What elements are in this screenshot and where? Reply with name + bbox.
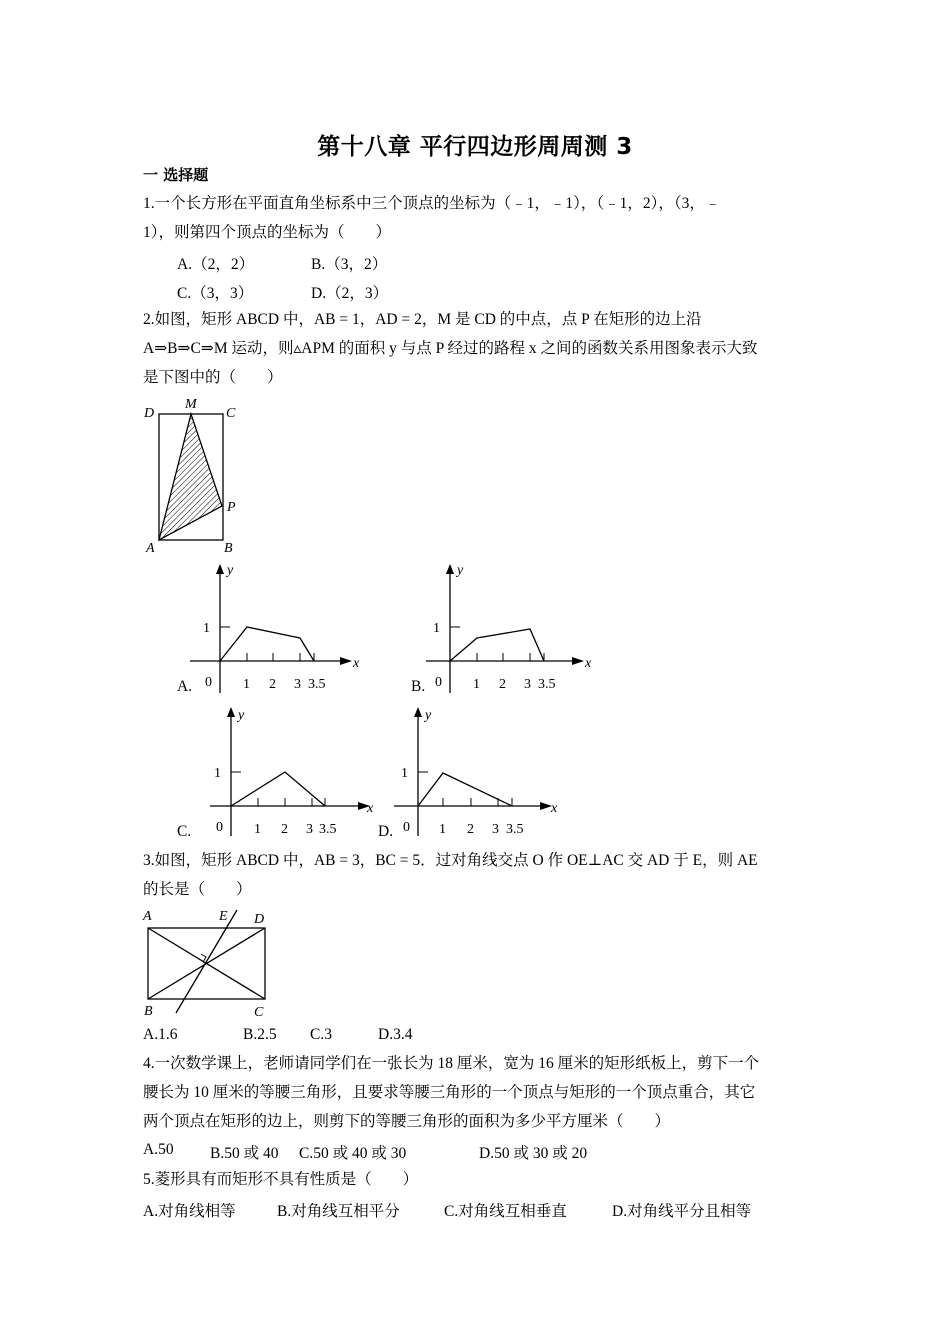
option-c: C.（3，3） xyxy=(177,285,254,302)
question-text-line: 3.如图，矩形 ABCD 中，AB = 3，BC = 5．过对角线交点 O 作 OE⊥AC 交 AD 于 E，则 AE xyxy=(143,852,758,869)
label-e: E xyxy=(219,909,228,924)
y-tick-label: 1 xyxy=(401,766,408,781)
option-c: C.对角线互相垂直 xyxy=(444,1203,567,1220)
x-tick-label: 3.5 xyxy=(538,677,556,692)
x-tick-label: 1 xyxy=(254,822,261,837)
section-heading: 一 选择题 xyxy=(143,166,209,184)
question-text-line: 腰长为 10 厘米的等腰三角形，且要求等腰三角形的一个顶点与矩形的一个顶点重合，其它 xyxy=(143,1084,756,1101)
label-c: C xyxy=(226,406,236,421)
x-tick-label: 3 xyxy=(294,677,301,692)
option-b: B.50 或 40 xyxy=(210,1145,279,1162)
x-tick-label: 1 xyxy=(439,822,446,837)
x-tick-label: 3.5 xyxy=(506,822,524,837)
rectangle-diagonals-figure xyxy=(140,903,280,1023)
x-tick-label: 3 xyxy=(492,822,499,837)
option-a-label: A. xyxy=(177,678,193,695)
x-tick-label: 2 xyxy=(499,677,506,692)
x-tick-label: 1 xyxy=(243,677,250,692)
label-b: B xyxy=(144,1004,153,1019)
graph-option-d xyxy=(388,703,568,838)
label-p: P xyxy=(227,500,236,515)
x-tick-label: 3.5 xyxy=(308,677,326,692)
x-tick-label: 2 xyxy=(281,822,288,837)
x-tick-label: 3 xyxy=(306,822,313,837)
y-axis-label: y xyxy=(227,563,234,578)
option-c-label: C. xyxy=(177,823,192,840)
label-a: A xyxy=(143,909,152,924)
rectangle-apm-figure xyxy=(140,390,250,555)
question-text-line: 的长是（ ） xyxy=(143,881,252,898)
question-text-line: A⇒B⇒C⇒M 运动，则▵APM 的面积 y 与点 P 经过的路程 x 之间的函数关系用图象表示大致 xyxy=(143,340,758,357)
question-text-line: 5.菱形具有而矩形不具有性质是（ ） xyxy=(143,1171,419,1188)
label-c: C xyxy=(254,1005,264,1020)
x-tick-label: 2 xyxy=(269,677,276,692)
option-b-label: B. xyxy=(411,678,426,695)
label-m: M xyxy=(185,397,197,412)
y-axis-label: y xyxy=(238,708,245,723)
graph-option-b xyxy=(420,560,595,695)
option-a: A.对角线相等 xyxy=(143,1203,236,1220)
question-text-line: 是下图中的（ ） xyxy=(143,369,283,386)
option-a: A.（2，2） xyxy=(177,256,255,273)
question-text-line: 1），则第四个顶点的坐标为（ ） xyxy=(143,224,392,241)
option-b: B.对角线互相平分 xyxy=(277,1203,400,1220)
origin-label: 0 xyxy=(216,820,223,835)
origin-label: 0 xyxy=(205,675,212,690)
graph-option-a xyxy=(190,560,365,695)
option-d: D.50 或 30 或 20 xyxy=(479,1145,588,1162)
page-title: 第十八章 平行四边形周周测 3 xyxy=(317,134,633,160)
origin-label: 0 xyxy=(435,675,442,690)
x-axis-label: x xyxy=(367,801,374,816)
option-b: B.（3，2） xyxy=(311,256,388,273)
x-tick-label: 1 xyxy=(473,677,480,692)
option-d: D.3.4 xyxy=(378,1026,413,1043)
y-tick-label: 1 xyxy=(433,621,440,636)
x-axis-label: x xyxy=(551,801,558,816)
question-text-line: 1.一个长方形在平面直角坐标系中三个顶点的坐标为（﹣1，﹣1），（﹣1，2），（3，﹣ xyxy=(143,195,721,212)
option-a: A.50 xyxy=(143,1141,174,1158)
option-b: B.2.5 xyxy=(243,1026,277,1043)
question-text-line: 2.如图，矩形 ABCD 中，AB = 1，AD = 2，M 是 CD 的中点，点 P 在矩形的边上沿 xyxy=(143,311,702,328)
label-b: B xyxy=(224,541,233,555)
y-axis-label: y xyxy=(457,563,464,578)
option-d-label: D. xyxy=(378,823,394,840)
option-c: C.50 或 40 或 30 xyxy=(299,1145,407,1162)
origin-label: 0 xyxy=(403,820,410,835)
y-tick-label: 1 xyxy=(203,621,210,636)
option-d: D.对角线平分且相等 xyxy=(612,1203,752,1220)
x-tick-label: 3.5 xyxy=(319,822,337,837)
question-text-line: 两个顶点在矩形的边上，则剪下的等腰三角形的面积为多少平方厘米（ ） xyxy=(143,1113,671,1130)
x-axis-label: x xyxy=(353,656,360,671)
x-axis-label: x xyxy=(585,656,592,671)
x-tick-label: 2 xyxy=(467,822,474,837)
y-tick-label: 1 xyxy=(214,766,221,781)
y-axis-label: y xyxy=(425,708,432,723)
label-d: D xyxy=(144,406,155,421)
label-d: D xyxy=(254,912,265,927)
label-a: A xyxy=(146,541,155,555)
option-d: D.（2，3） xyxy=(311,285,389,302)
graph-option-c xyxy=(200,703,380,838)
option-a: A.1.6 xyxy=(143,1026,178,1043)
question-text-line: 4.一次数学课上，老师请同学们在一张长为 18 厘米，宽为 16 厘米的矩形纸板上，剪下一个 xyxy=(143,1055,760,1072)
option-c: C.3 xyxy=(310,1026,332,1043)
x-tick-label: 3 xyxy=(524,677,531,692)
